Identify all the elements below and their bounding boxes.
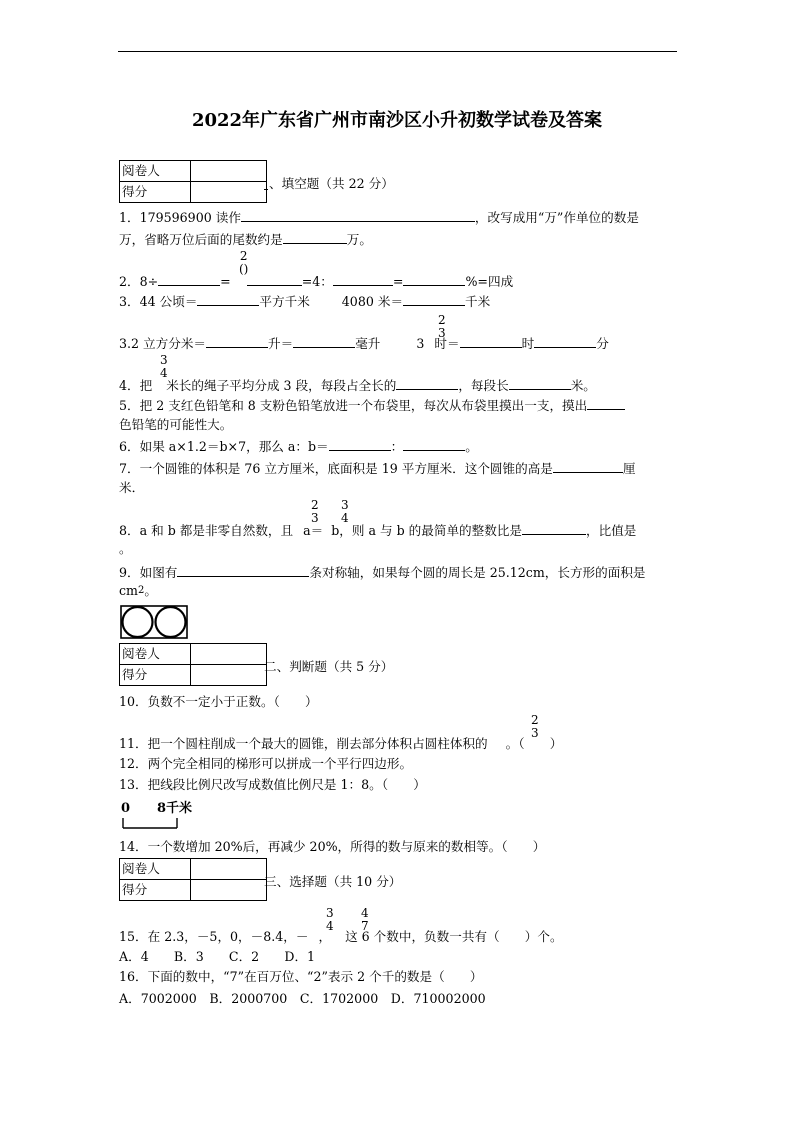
question-1-cont: 万，省略万位后面的尾数约是 万。 bbox=[119, 232, 372, 247]
question-9: 9．如图有 条对称轴，如果每个圆的周长是 25.12cm，长方形的面积是 bbox=[119, 565, 646, 580]
question-8-cont: 。 bbox=[119, 541, 132, 556]
question-13: 13．把线段比例尺改写成数值比例尺是 1：8。（ ） bbox=[119, 777, 426, 792]
question-16: 16．下面的数中，“7”在百万位、“2”表示 2 个千的数是（ ） bbox=[119, 969, 483, 984]
question-6: 6．如果 a×1.2＝b×7，那么 a：b＝ ： 。 bbox=[119, 439, 478, 454]
line-scale-figure bbox=[121, 818, 181, 830]
question-2: 2．8÷ = =4： = %=四成 bbox=[119, 274, 514, 289]
question-7: 7．一个圆锥的体积是 76 立方厘米，底面积是 19 平方厘米．这个圆锥的高是 厘 bbox=[119, 461, 636, 476]
section-3-heading: 三、选择题（共 10 分） bbox=[264, 874, 402, 889]
question-3a: 3．44 公顷＝ 平方千米 4080 米＝ 千米 bbox=[119, 294, 491, 309]
question-4: 4．把 米长的绳子平均分成 3 段，每段占全长的 ，每段长 米。 bbox=[119, 378, 596, 393]
q8-fraction-2: 3 4 bbox=[341, 498, 349, 525]
question-15: 15．在 2.3，－5，0，－8.4，－ ， 这 6 个数中，负数一共有（ ）个。 bbox=[119, 929, 563, 944]
q2-fraction: 2 () bbox=[239, 249, 249, 276]
question-5: 5．把 2 支红色铅笔和 8 支粉色铅笔放进一个布袋里，每次从布袋里摸出一支，摸出 bbox=[119, 397, 625, 414]
question-7-cont: 米． bbox=[119, 480, 145, 495]
score-table-1 bbox=[119, 160, 267, 203]
q8-fraction-1: 2 3 bbox=[311, 498, 319, 525]
question-14: 14．一个数增加 20%后，再减少 20%，所得的数与原来的数相等。（ ） bbox=[119, 839, 546, 854]
scale-zero-label: 0 bbox=[121, 801, 131, 816]
question-8: 8．a 和 b 都是非零自然数，且 a＝ b，则 a 与 b 的最简单的整数比是 ，比值是 bbox=[119, 523, 637, 538]
score-table-3: 阅卷人 得分 bbox=[119, 858, 267, 901]
section-1-heading: 、填空题（共 22 分） bbox=[264, 173, 394, 192]
question-9-cont: $cm^2$。 bbox=[119, 583, 157, 598]
scale-distance-label: 8千米 bbox=[157, 801, 193, 816]
q11-fraction: 2 3 bbox=[531, 713, 539, 740]
question-12: 12．两个完全相同的梯形可以拼成一个平行四边形。 bbox=[119, 756, 413, 771]
page-title: 2022年广东省广州市南沙区小升初数学试卷及答案 bbox=[191, 110, 603, 131]
question-11: 11．把一个圆柱削成一个最大的圆锥，削去部分体积占圆柱体积的 。（ ） bbox=[119, 736, 563, 751]
q3b-fraction: 2 3 bbox=[438, 313, 446, 340]
question-5-cont: 色铅笔的可能性大。 bbox=[119, 417, 233, 432]
q4-fraction: 3 4 bbox=[160, 353, 168, 380]
q15-fraction-2: 4 7 bbox=[361, 906, 369, 933]
score-label: 得分 bbox=[120, 182, 191, 203]
question-16-options: A．7002000 B．2000700 C．1702000 D．710002000 bbox=[119, 991, 486, 1006]
score-table-2: 阅卷人 得分 bbox=[119, 643, 267, 686]
reviewer-label: 阅卷人 bbox=[120, 161, 191, 182]
question-3b: 3.2 立方分米＝ 升＝ 毫升 3 时＝ 时 分 bbox=[119, 336, 609, 351]
question-15-options: A．4 B．3 C．2 D．1 bbox=[119, 949, 316, 964]
q15-fraction-1: 3 4 bbox=[326, 906, 334, 933]
section-2-heading: 二、判断题（共 5 分） bbox=[264, 659, 394, 674]
header-rule bbox=[118, 51, 677, 52]
question-1: 1．179596900 读作 ，改写成用“万”作单位的数是 bbox=[119, 210, 639, 225]
question-10: 10．负数不一定小于正数。（ ） bbox=[119, 694, 318, 709]
rectangle-two-circles-figure bbox=[120, 605, 188, 639]
